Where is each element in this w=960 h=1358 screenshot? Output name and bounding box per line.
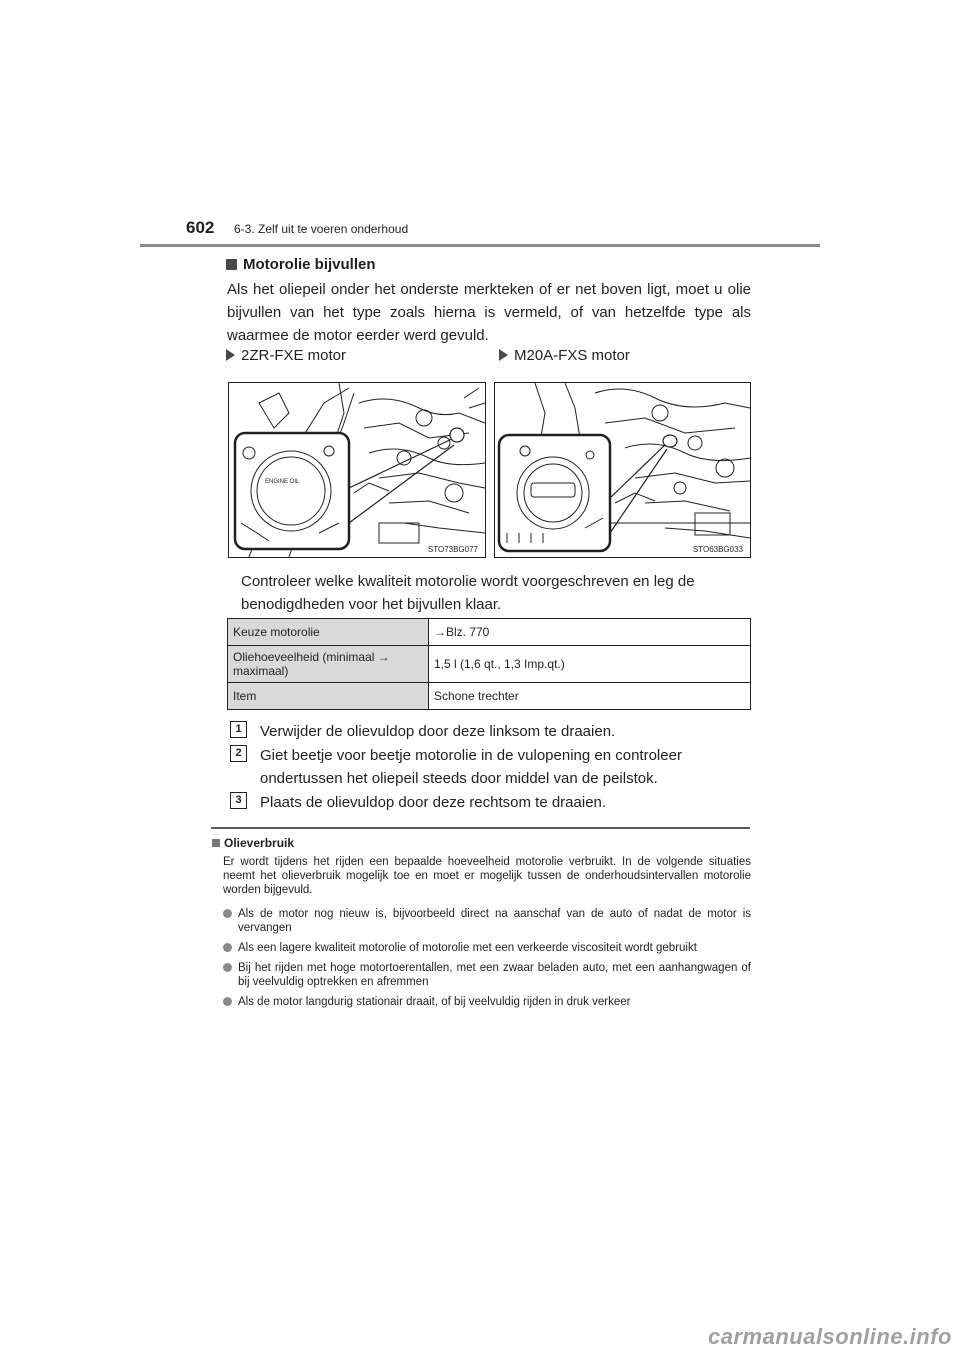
intro-paragraph: Als het oliepeil onder het onderste merkteken of er net boven ligt, moet u olie bijvullen van het type zoals hierna is vermeld, of van hetzelfde type als waarmee de motor eerder werd gevuld. bbox=[227, 281, 751, 344]
step-text: Plaats de olievuldop door deze rechtsom te draaien. bbox=[260, 794, 607, 811]
engine-label-text: M20A-FXS motor bbox=[514, 347, 630, 364]
check-paragraph: Controleer welke kwaliteit motorolie wordt voorgeschreven en leg de benodigdheden voor het bijvullen klaar. bbox=[241, 573, 695, 613]
step-item bbox=[230, 791, 752, 814]
figure-code: STO63BG033 bbox=[692, 545, 743, 554]
notes-heading-text: Olieverbruik bbox=[224, 836, 295, 850]
table-row bbox=[228, 646, 751, 683]
step-item bbox=[230, 744, 752, 790]
section-title: 6-3. Zelf uit te voeren onderhoud bbox=[234, 222, 409, 236]
section-heading bbox=[226, 256, 376, 273]
table-row bbox=[228, 619, 751, 646]
table-value: Schone trechter bbox=[429, 683, 751, 710]
list-item bbox=[223, 941, 751, 955]
step-number: 1 bbox=[230, 721, 247, 738]
figure-code: STO73BG077 bbox=[427, 545, 478, 554]
triangle-bullet-icon bbox=[226, 349, 235, 361]
list-item-text: Als de motor nog nieuw is, bijvoorbeeld direct na aanschaf van de auto of nadat de motor is vervangen bbox=[238, 908, 751, 934]
cap-label: ENGINE OIL bbox=[265, 479, 300, 485]
engine-illustration-2zr bbox=[229, 383, 485, 557]
header-divider bbox=[140, 244, 820, 247]
round-bullet-icon bbox=[223, 943, 232, 952]
table-key: Oliehoeveelheid (minimaal → maximaal) bbox=[228, 646, 429, 683]
table-value: →Blz. 770 bbox=[429, 619, 751, 646]
requirements-table bbox=[227, 618, 751, 710]
square-bullet-icon bbox=[212, 839, 220, 847]
table-value: 1,5 l (1,6 qt., 1,3 Imp.qt.) bbox=[429, 646, 751, 683]
step-list bbox=[230, 720, 752, 815]
section-heading-text: Motorolie bijvullen bbox=[243, 256, 376, 273]
square-bullet-icon bbox=[226, 259, 237, 270]
notes-bullet-list bbox=[223, 907, 751, 1015]
step-number: 2 bbox=[230, 745, 247, 762]
step-text: Giet beetje voor beetje motorolie in de vulopening en controleer ondertussen het oliepeil steeds door middel van de peilstok. bbox=[260, 747, 682, 787]
round-bullet-icon bbox=[223, 963, 232, 972]
table-key: Item bbox=[228, 683, 429, 710]
step-item bbox=[230, 720, 752, 743]
step-text: Verwijder de olievuldop door deze linksom te draaien. bbox=[260, 723, 616, 740]
round-bullet-icon bbox=[223, 997, 232, 1006]
list-item bbox=[223, 995, 751, 1009]
engine-label-2zr bbox=[226, 347, 346, 364]
engine-figure-m20a bbox=[494, 382, 751, 558]
page-number: 602 bbox=[186, 218, 215, 237]
notes-paragraph: Er wordt tijdens het rijden een bepaalde hoeveelheid motorolie verbruikt. In de volgende situaties neemt het olieverbruik mogelijk toe en moet er mogelijk tussen de onderhoudsintervallen motorolie worden bijgevuld. bbox=[223, 856, 751, 896]
notes-heading bbox=[212, 836, 294, 850]
round-bullet-icon bbox=[223, 909, 232, 918]
watermark: carmanualsonline.info bbox=[708, 1324, 952, 1349]
engine-label-text: 2ZR-FXE motor bbox=[241, 347, 347, 364]
list-item-text: Als een lagere kwaliteit motorolie of motorolie met een verkeerde viscositeit wordt gebruikt bbox=[238, 942, 697, 954]
list-item-text: Als de motor langdurig stationair draait, of bij veelvuldig rijden in druk verkeer bbox=[238, 996, 631, 1008]
engine-illustration-m20a bbox=[495, 383, 750, 557]
list-item bbox=[223, 907, 751, 935]
triangle-bullet-icon bbox=[499, 349, 508, 361]
engine-figure-2zr bbox=[228, 382, 486, 558]
table-key: Keuze motorolie bbox=[228, 619, 429, 646]
notes-divider bbox=[211, 827, 750, 829]
list-item bbox=[223, 961, 751, 989]
table-row bbox=[228, 683, 751, 710]
list-item-text: Bij het rijden met hoge motortoerentallen, met een zwaar beladen auto, met een aanhangwagen of bij veelvuldig optrekken en afremmen bbox=[238, 962, 751, 988]
step-number: 3 bbox=[230, 792, 247, 809]
engine-label-m20a bbox=[499, 347, 630, 364]
